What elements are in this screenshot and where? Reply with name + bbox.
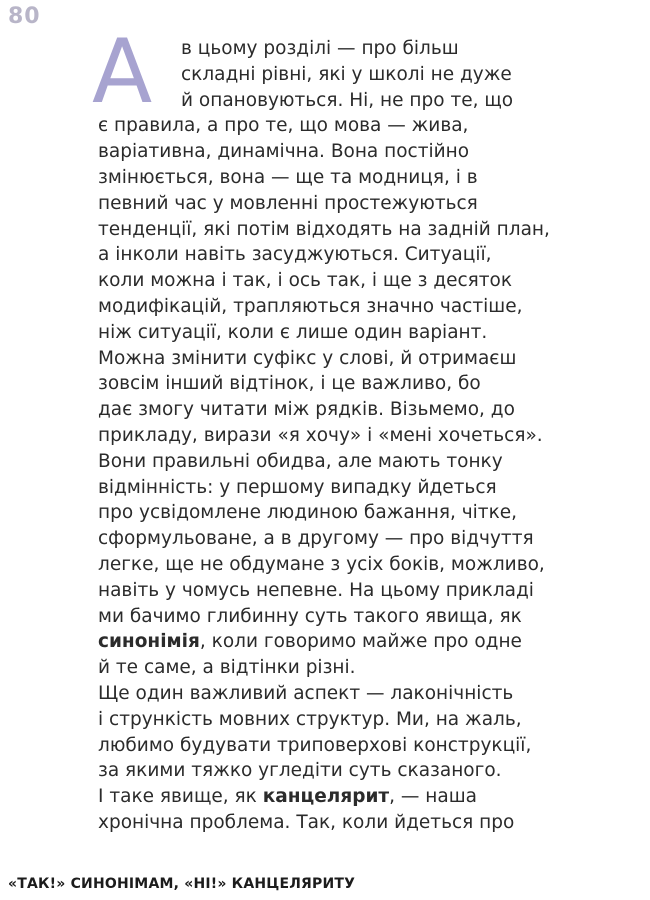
line-text: а інколи навіть засуджуються. Ситуації, [98,244,492,266]
text-line [98,758,643,784]
line-text: є правила, а про те, що мова — жива, [98,115,469,137]
text-line [98,294,643,320]
text-line [98,733,643,759]
text-line [98,784,643,810]
text-line [98,655,643,681]
text-line [98,139,643,165]
line-text: й те саме, а відтінки різні. [98,657,356,679]
text-line [98,423,643,449]
line-text: легке, ще не обдумане з усіх боків, можливо, [98,553,545,575]
line-text: сформульоване, а в другому — про відчуття [98,528,534,550]
text-line [98,320,643,346]
term-synonymy: синонімія [98,631,200,653]
text-line [98,526,643,552]
line-text: й опановуються. Ні, не про те, що [181,89,514,111]
line-text: складні рівні, які у школі не дуже [181,63,512,85]
line-text: відмінність: у першому випадку йдеться [98,476,497,498]
page-number: 80 [8,4,41,29]
text-line [98,500,643,526]
text-line [98,88,643,114]
text-line [98,604,643,630]
line-text: любимо будувати триповерхові конструкції, [98,734,532,756]
drop-cap: А [92,20,153,123]
text-line [98,810,643,836]
line-text: певний час у мовленні простежуються [98,192,478,214]
line-text: варіативна, динамічна. Вона постійно [98,141,470,163]
line-text: тенденції, які потім відходять на задній план, [98,218,550,240]
text-line [98,217,643,243]
line-text: за якими тяжко угледіти суть сказаного. [98,760,502,782]
text-line [98,346,643,372]
text-line [98,681,643,707]
line-text: ми бачимо глибинну суть такого явища, як [98,605,522,627]
text-line [98,371,643,397]
text-line [98,629,643,655]
line-text: коли можна і так, і ось так, і ще з десяток [98,270,513,292]
line-text: прикладу, вирази «я хочу» і «мені хочеться». [98,424,543,446]
text-line [98,707,643,733]
text-line [98,113,643,139]
line-text: І таке явище, як [98,786,263,808]
line-text: хронічна проблема. Так, коли йдеться про [98,811,515,833]
line-text: Ще один важливий аспект — лаконічність [98,682,514,704]
line-text: зовсім інший відтінок, і це важливо, бо [98,373,481,395]
running-footer: «ТАК!» СИНОНІМАМ, «НІ!» КАНЦЕЛЯРИТУ [8,876,356,892]
line-text: дає змогу читати між рядків. Візьмемо, до [98,399,515,421]
line-text: Вони правильні обидва, але мають тонку [98,450,503,472]
line-text: про усвідомлене людиною бажання, чітке, [98,502,518,524]
text-line [98,578,643,604]
text-line [98,62,643,88]
body-text [98,36,643,836]
text-line [98,36,643,62]
text-line [98,552,643,578]
line-text: змінюється, вона — ще та модниця, і в [98,166,478,188]
line-text: , коли говоримо майже про одне [199,631,522,653]
term-kantselyaryt: канцелярит [262,786,390,808]
line-text: в цьому розділі — про більш [181,38,459,59]
line-text: модифікацій, трапляються значно частіше, [98,295,523,317]
line-text: ніж ситуації, коли є лише один варіант. [98,321,488,343]
text-line [98,165,643,191]
text-line [98,268,643,294]
text-line [98,449,643,475]
line-text: Можна змінити суфікс у слові, й отримаєш [98,347,517,369]
text-line [98,397,643,423]
text-line [98,475,643,501]
line-text: і стрункість мовних структур. Ми, на жаль, [98,708,522,730]
text-line [98,242,643,268]
text-line [98,191,643,217]
line-text: навіть у чомусь непевне. На цьому прикладі [98,579,534,601]
line-text: , — наша [389,786,477,808]
